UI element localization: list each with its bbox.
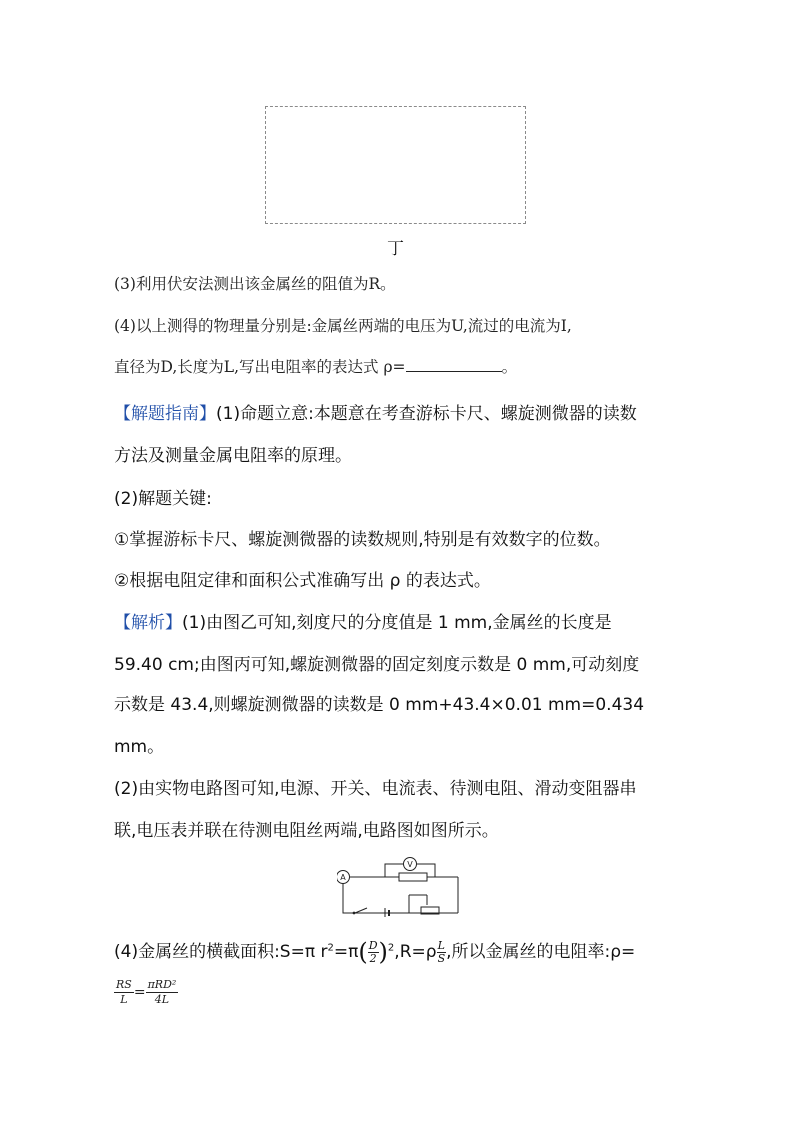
fraction-4l-den: 4L xyxy=(154,993,170,1006)
wire-voltmeter-left xyxy=(385,864,403,877)
ammeter-label: A xyxy=(340,873,346,882)
formula-part-2: =π xyxy=(333,942,359,962)
answer-blank xyxy=(406,357,502,372)
guide-text-1: (1)命题立意:本题意在考查游标卡尺、螺旋测微器的读数 xyxy=(216,404,637,424)
question-3: (3)利用伏安法测出该金属丝的阻值为R。 xyxy=(114,275,396,293)
question-4-line-1: (4)以上测得的物理量分别是:金属丝两端的电压为U,流过的电流为I, xyxy=(114,317,572,335)
analysis-tag: 【解析】 xyxy=(114,613,182,633)
fraction-l-den: L xyxy=(120,993,128,1006)
switch-pivot xyxy=(353,912,356,915)
switch xyxy=(355,908,367,913)
equals-sign: = xyxy=(133,984,146,1001)
fraction-rs-over-l xyxy=(114,978,134,1007)
analysis-line-6: 联,电压表并联在待测电阻丝两端,电路图如图所示。 xyxy=(114,821,499,841)
analysis-line-2: 59.40 cm;由图丙可知,螺旋测微器的固定刻度示数是 0 mm,可动刻度 xyxy=(114,655,640,675)
wire-voltmeter-right xyxy=(417,864,435,877)
analysis-line-3: 示数是 43.4,则螺旋测微器的读数是 0 mm+43.4×0.01 mm=0.434 xyxy=(114,695,645,715)
final-formula xyxy=(114,978,178,1007)
formula-square-2: 2 xyxy=(387,942,395,954)
analysis-line-5: (2)由实物电路图可知,电源、开关、电流表、待测电阻、滑动变阻器串 xyxy=(114,779,637,799)
test-resistor xyxy=(399,873,427,881)
analysis-line-1 xyxy=(114,608,612,633)
fraction-l-over-s xyxy=(437,940,447,965)
fraction-prd2-num: πRD² xyxy=(147,978,177,991)
figure-label: 丁 xyxy=(387,239,404,259)
fraction-d-over-2 xyxy=(368,940,379,965)
fraction-rs-num: RS xyxy=(116,978,132,991)
fraction-d-num: D xyxy=(368,938,378,952)
formula-part-3: ,R=ρ xyxy=(394,942,437,962)
guide-line-1 xyxy=(114,399,637,424)
formula-line xyxy=(114,937,635,966)
formula-part-1: (4)金属丝的横截面积:S=π r xyxy=(114,942,328,962)
guide-key-2: ②根据电阻定律和面积公式准确写出 ρ 的表达式。 xyxy=(114,571,491,591)
fraction-prd2-over-4l xyxy=(146,978,179,1007)
fraction-d-den: 2 xyxy=(369,951,377,965)
paren-close: ) xyxy=(378,938,388,966)
formula-square: 2 xyxy=(327,942,334,954)
paren-open: ( xyxy=(358,938,368,966)
guide-tag: 【解题指南】 xyxy=(114,404,216,424)
fraction-s-den: S xyxy=(437,951,446,965)
guide-line-2: 方法及测量金属电阻率的原理。 xyxy=(114,446,352,466)
guide-key-1: ①掌握游标卡尺、螺旋测微器的读数规则,特别是有效数字的位数。 xyxy=(114,530,611,550)
analysis-text-1: (1)由图乙可知,刻度尺的分度值是 1 mm,金属丝的长度是 xyxy=(182,613,612,633)
circuit-diagram xyxy=(337,847,461,917)
formula-part-4: ,所以金属丝的电阻率:ρ= xyxy=(446,942,636,962)
guide-key: (2)解题关键: xyxy=(114,489,212,509)
figure-placeholder-box xyxy=(265,106,526,224)
question-4-end: 。 xyxy=(501,358,518,376)
question-4-text: 直径为D,长度为L,写出电阻率的表达式 ρ= xyxy=(114,358,406,376)
fraction-l-num: L xyxy=(437,938,445,952)
voltmeter-label: V xyxy=(407,860,413,869)
analysis-line-4: mm。 xyxy=(114,737,165,757)
question-4-line-2 xyxy=(114,355,517,377)
